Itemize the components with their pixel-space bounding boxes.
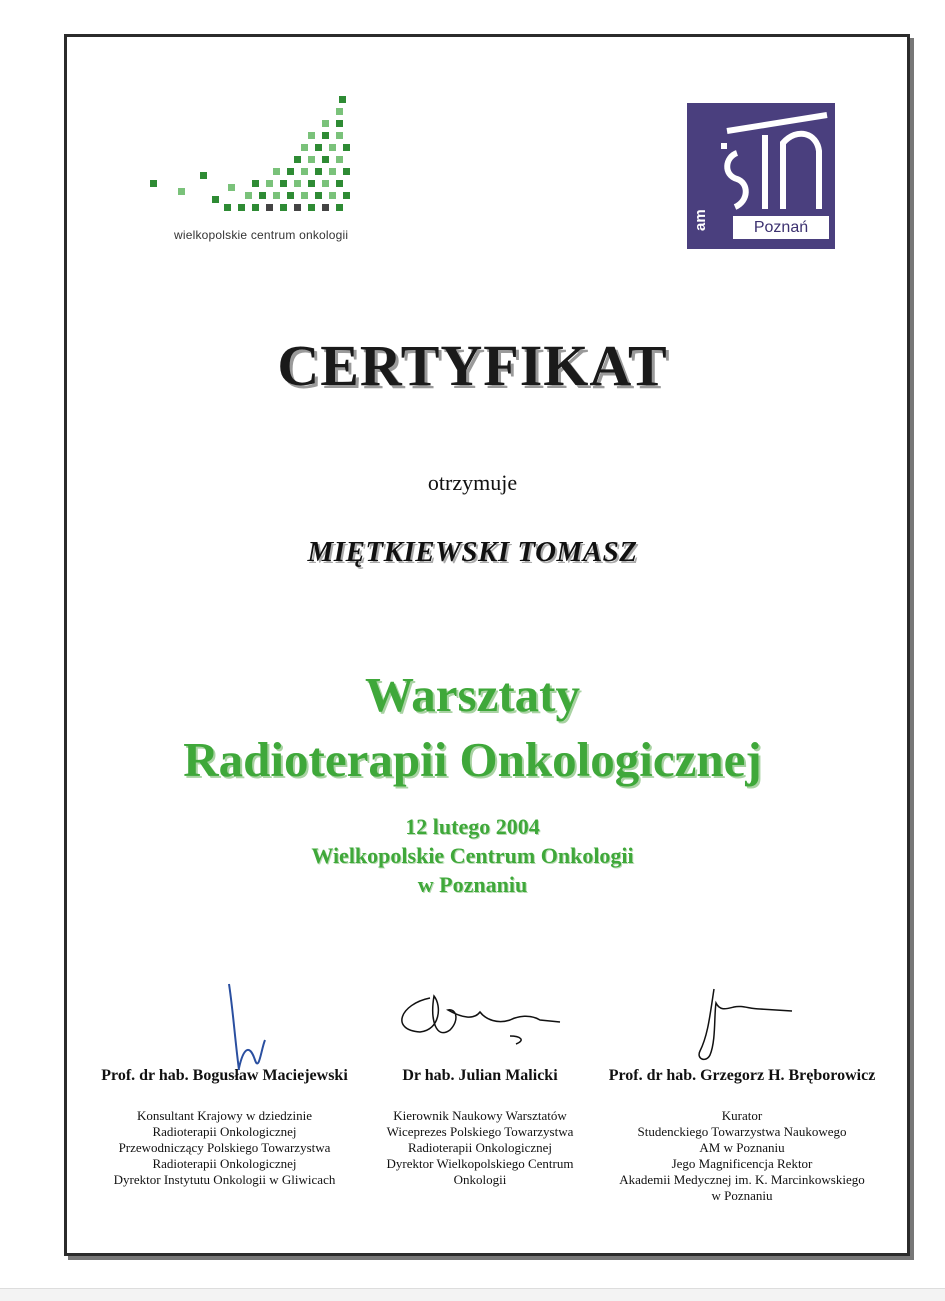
signatory-2-line: Onkologii: [453, 1172, 507, 1187]
certificate-title: CERTYFIKAT: [277, 333, 668, 398]
wco-logo: [140, 92, 400, 252]
event-title-line1: Warsztaty: [365, 667, 580, 722]
signatory-3-line: w Poznaniu: [711, 1188, 773, 1203]
signatory-1-line: Konsultant Krajowy w dziedzinie: [136, 1108, 313, 1123]
event-title-line2: Radioterapii Onkologicznej: [183, 732, 762, 787]
signatory-1-name: Prof. dr hab. Bogusław Maciejewski: [101, 1067, 348, 1084]
signatory-3-line: Jego Magnificencja Rektor: [671, 1156, 813, 1171]
signatory-2-line: Wiceprezes Polskiego Towarzystwa: [386, 1124, 574, 1139]
signatory-3-line: AM w Poznaniu: [699, 1140, 785, 1155]
signatory-3-line: Kurator: [721, 1108, 763, 1123]
signatory-3-titles: [592, 1108, 892, 1204]
recipient-name: MIĘTKIEWSKI TOMASZ: [307, 536, 638, 568]
signatory-3-line: Studenckiego Towarzystwa Naukowego: [637, 1124, 847, 1139]
signature-2-icon: [390, 990, 570, 1050]
pixel-mosaic-logo-icon: [140, 92, 400, 227]
signatory-2-line: Dyrektor Wielkopolskiego Centrum: [386, 1156, 574, 1171]
signatory-3-name: Prof. dr hab. Grzegorz H. Bręborowicz: [608, 1067, 876, 1084]
stn-logo-place: Poznań: [733, 216, 829, 239]
scan-bottom-edge: [0, 1288, 945, 1301]
signatory-3-line: Akademii Medycznej im. K. Marcinkowskiego: [619, 1172, 865, 1187]
event-city: w Poznaniu: [417, 872, 528, 897]
wco-logo-text: wielkopolskie centrum onkologii: [174, 228, 349, 242]
event-venue: Wielkopolskie Centrum Onkologii: [311, 843, 634, 868]
event-date: 12 lutego 2004: [405, 814, 540, 839]
signatory-2-name: Dr hab. Julian Malicki: [402, 1067, 558, 1084]
signatory-2-titles: [365, 1108, 595, 1188]
signatory-2-line: Kierownik Naukowy Warsztatów: [393, 1108, 567, 1123]
signatory-2-line: Radioterapii Onkologicznej: [407, 1140, 553, 1155]
receives-label: otrzymuje: [427, 470, 518, 495]
signature-1-icon: [215, 980, 275, 1080]
stn-logo-side: am: [692, 209, 709, 231]
signature-3-icon: [680, 985, 800, 1065]
signatory-1-line: Radioterapii Onkologicznej: [152, 1156, 297, 1171]
signatory-1-titles: [82, 1108, 367, 1188]
stn-logo: [687, 103, 835, 249]
signatory-1-line: Dyrektor Instytutu Onkologii w Gliwicach: [113, 1172, 336, 1187]
signatory-1-line: Przewodniczący Polskiego Towarzystwa: [118, 1140, 331, 1155]
signatory-1-line: Radioterapii Onkologicznej: [152, 1124, 297, 1139]
